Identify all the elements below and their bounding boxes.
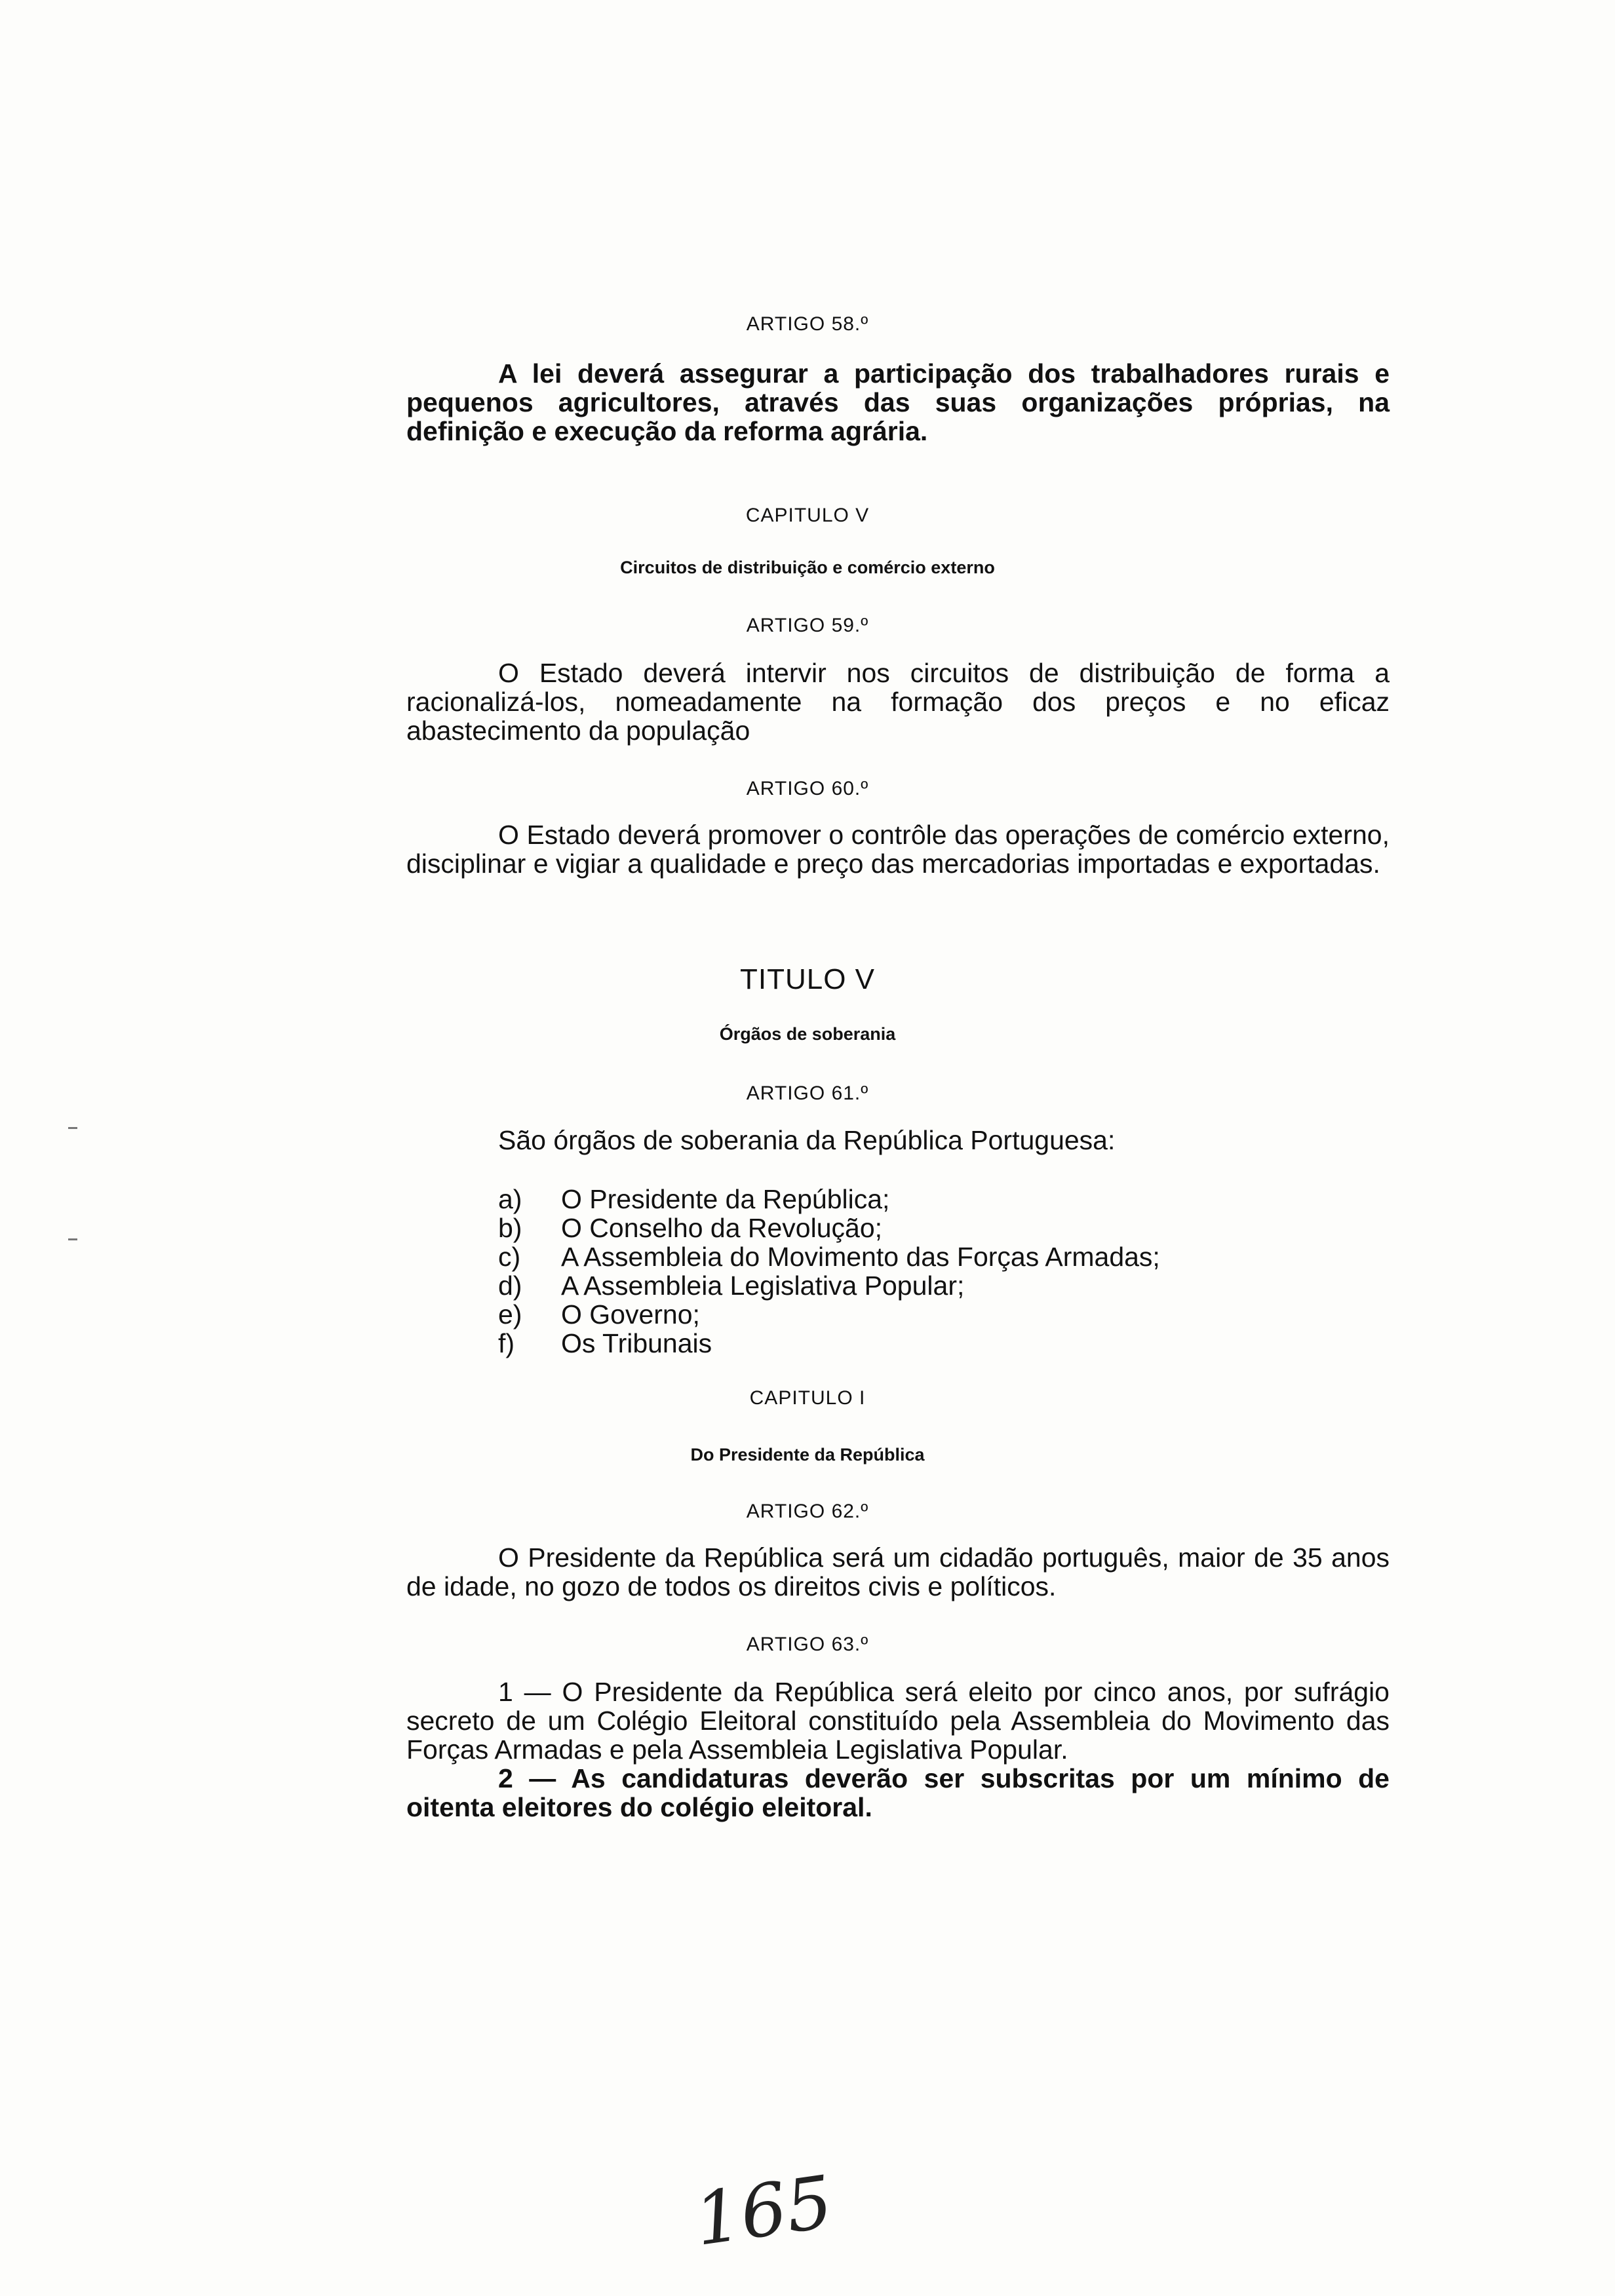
art59-text: O Estado deverá intervir nos circuitos de distribuição de forma a racionalizá-los, nomeadamente na formação dos preços e no eficaz abastecimento da população (406, 658, 1390, 746)
cap5-heading: CAPITULO V (745, 505, 870, 526)
titulo5-heading: TITULO V (739, 963, 876, 995)
titulo5-subtitle: Órgãos de soberania (719, 1024, 896, 1044)
list-item: e) O Governo; (498, 1299, 700, 1330)
list-item: d) A Assembleia Legislativa Popular; (498, 1271, 965, 1301)
art61-list (498, 1185, 1160, 1358)
art60-heading: ARTIGO 60.º (746, 778, 869, 799)
scan-mark (68, 1238, 77, 1240)
cap1-subtitle: Do Presidente da República (690, 1445, 925, 1464)
art59-heading: ARTIGO 59.º (746, 615, 869, 636)
cap1-heading: CAPITULO I (749, 1387, 866, 1409)
cap5-subtitle: Circuitos de distribuição e comércio externo (620, 558, 995, 577)
art62-text: O Presidente da República será um cidadão português, maior de 35 anos de idade, no gozo de todos os direitos civis e políticos. (406, 1542, 1390, 1601)
list-item: f) Os Tribunais (498, 1328, 712, 1358)
art61-intro: São órgãos de soberania da República Portuguesa: (498, 1125, 1116, 1155)
art63-p2: 2 — As candidaturas deverão ser subscritas por um mínimo de oitenta eleitores do colégio eleitoral. (406, 1763, 1390, 1822)
art61-heading: ARTIGO 61.º (746, 1082, 869, 1104)
art62-heading: ARTIGO 62.º (746, 1501, 869, 1522)
list-item: b) O Conselho da Revolução; (498, 1213, 883, 1243)
art63-heading: ARTIGO 63.º (746, 1634, 869, 1655)
list-item: a) O Presidente da República; (498, 1184, 890, 1214)
art58-heading: ARTIGO 58.º (746, 313, 869, 335)
list-item: c) A Assembleia do Movimento das Forças Armadas; (498, 1242, 1160, 1272)
art63-p1: 1 — O Presidente da República será eleito por cinco anos, por sufrágio secreto de um Colégio Eleitoral constituído pela Assembleia do Movimento das Forças Armadas e pela Assembleia Legislativa Popular. (406, 1677, 1390, 1765)
handwritten-page-number: 165 (690, 2160, 838, 2262)
scan-mark (68, 1127, 77, 1129)
art60-text: O Estado deverá promover o contrôle das operações de comércio externo, disciplinar e vigiar a qualidade e preço das mercadorias importadas e exportadas. (406, 820, 1390, 879)
art58-text: A lei deverá assegurar a participação dos trabalhadores rurais e pequenos agricultores, através das suas organizações próprias, na definição e execução da reforma agrária. (406, 358, 1390, 446)
